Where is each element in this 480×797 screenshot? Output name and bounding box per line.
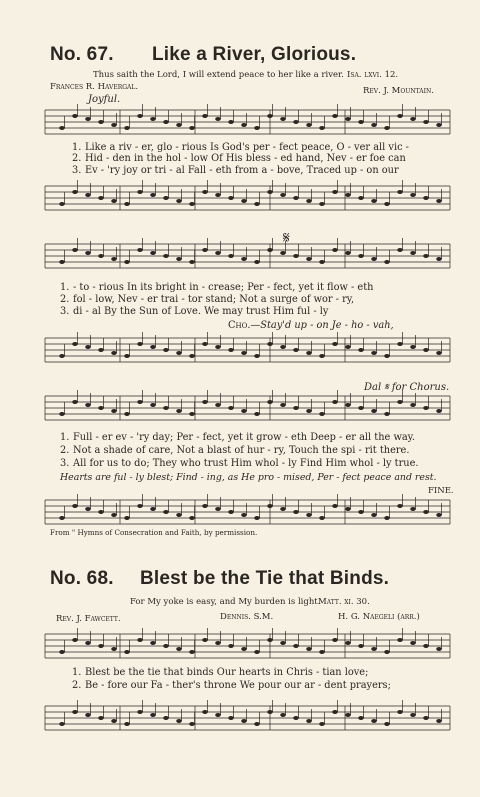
note-head — [202, 400, 208, 404]
note-head — [124, 354, 130, 358]
note-head — [267, 190, 273, 194]
note-head — [384, 126, 390, 130]
note-head — [98, 196, 104, 200]
note-head — [124, 412, 130, 416]
note-head — [98, 254, 104, 258]
note-head — [72, 248, 78, 252]
note-head — [280, 251, 286, 255]
verse-line: 1. - to - rious In its bright in - crease; Per - fect, yet it flow - eth — [60, 282, 374, 293]
note-head — [228, 120, 234, 124]
note-head — [241, 513, 247, 517]
note-head — [215, 251, 221, 255]
note-head — [150, 403, 156, 407]
note-head — [189, 202, 195, 206]
note-head — [397, 114, 403, 118]
note-head — [72, 190, 78, 194]
note-head — [98, 510, 104, 514]
note-head — [72, 710, 78, 714]
note-head — [215, 117, 221, 121]
note-head — [319, 260, 325, 264]
bass-staff-4 — [0, 700, 480, 740]
note-head — [280, 713, 286, 717]
note-head — [124, 202, 130, 206]
note-head — [319, 354, 325, 358]
note-head — [306, 719, 312, 723]
note-head — [137, 504, 143, 508]
segno-sign: 𝄋 — [283, 228, 290, 247]
note-head — [72, 638, 78, 642]
note-head — [306, 351, 312, 355]
note-head — [189, 126, 195, 130]
scripture-reference: Matt. xi. 30. — [318, 597, 370, 607]
note-head — [423, 644, 429, 648]
bass-staff-1 — [0, 180, 480, 220]
note-head — [163, 348, 169, 352]
note-head — [150, 641, 156, 645]
note-head — [280, 641, 286, 645]
note-head — [202, 190, 208, 194]
note-head — [384, 650, 390, 654]
note-head — [436, 409, 442, 413]
note-head — [150, 193, 156, 197]
hymn-number: No. 67. — [50, 44, 114, 65]
note-head — [293, 644, 299, 648]
treble-staff-1 — [0, 104, 480, 144]
note-head — [111, 351, 117, 355]
note-head — [410, 641, 416, 645]
note-head — [293, 254, 299, 258]
note-head — [163, 196, 169, 200]
note-head — [332, 504, 338, 508]
chorus-line: Hearts are ful - ly blest; Find - ing, as He pro - mised, Per - fect peace and rest. — [60, 472, 437, 483]
note-head — [345, 713, 351, 717]
note-head — [410, 193, 416, 197]
note-head — [332, 400, 338, 404]
note-head — [85, 713, 91, 717]
note-head — [241, 351, 247, 355]
note-head — [163, 254, 169, 258]
note-head — [176, 409, 182, 413]
note-head — [306, 409, 312, 413]
note-head — [202, 710, 208, 714]
note-head — [124, 722, 130, 726]
note-head — [345, 641, 351, 645]
note-head — [267, 342, 273, 346]
note-head — [293, 716, 299, 720]
chorus-line: Cho.—Stay'd up - on Je - ho - vah, — [228, 320, 394, 331]
note-head — [358, 196, 364, 200]
note-head — [59, 126, 65, 130]
note-head — [176, 257, 182, 261]
fine-marking: FINE. — [428, 486, 454, 496]
note-head — [137, 190, 143, 194]
note-head — [267, 504, 273, 508]
verse-line: 1. Blest be the tie that binds Our hearts in Chris - tian love; — [72, 667, 369, 678]
note-head — [137, 342, 143, 346]
note-head — [98, 348, 104, 352]
note-head — [228, 254, 234, 258]
verse-line: 1. Full - er ev - 'ry day; Per - fect, yet it grow - eth Deep - er all the way. — [60, 432, 416, 443]
note-head — [202, 504, 208, 508]
note-head — [293, 120, 299, 124]
note-head — [85, 345, 91, 349]
note-head — [358, 254, 364, 258]
verse-line: 2. Not a shade of care, Not a blast of hur - ry, Touch the spi - rit there. — [60, 445, 410, 456]
note-head — [254, 412, 260, 416]
note-head — [358, 120, 364, 124]
note-head — [267, 638, 273, 642]
note-head — [371, 257, 377, 261]
note-head — [358, 406, 364, 410]
note-head — [137, 114, 143, 118]
note-head — [280, 345, 286, 349]
note-head — [215, 345, 221, 349]
note-head — [124, 516, 130, 520]
note-head — [254, 126, 260, 130]
note-head — [423, 406, 429, 410]
scripture-verse: Thus saith the Lord, I will extend peace to her like a river. — [93, 70, 344, 80]
note-head — [397, 248, 403, 252]
note-head — [436, 647, 442, 651]
note-head — [345, 117, 351, 121]
note-head — [85, 117, 91, 121]
note-head — [267, 710, 273, 714]
note-head — [111, 199, 117, 203]
note-head — [202, 638, 208, 642]
note-head — [189, 650, 195, 654]
note-head — [228, 510, 234, 514]
source-credit: From " Hymns of Consecration and Faith, by permission. — [50, 528, 258, 537]
note-head — [280, 193, 286, 197]
note-head — [358, 510, 364, 514]
note-head — [241, 199, 247, 203]
note-head — [436, 513, 442, 517]
treble-staff-3 — [0, 390, 480, 430]
note-head — [319, 516, 325, 520]
note-head — [410, 507, 416, 511]
note-head — [189, 354, 195, 358]
scripture-reference: Isa. lxvi. 12. — [347, 70, 399, 80]
note-head — [176, 719, 182, 723]
note-head — [397, 504, 403, 508]
note-head — [397, 400, 403, 404]
note-head — [423, 254, 429, 258]
treble-staff-4 — [0, 628, 480, 668]
note-head — [345, 507, 351, 511]
note-head — [306, 199, 312, 203]
tempo-marking: Joyful. — [88, 94, 121, 105]
note-head — [189, 516, 195, 520]
note-head — [436, 351, 442, 355]
note-head — [306, 257, 312, 261]
note-head — [111, 719, 117, 723]
note-head — [436, 123, 442, 127]
note-head — [98, 120, 104, 124]
note-head — [241, 257, 247, 261]
verse-line: 2. fol - low, Nev - er trai - tor stand; Not a surge of wor - ry, — [60, 294, 355, 305]
note-head — [150, 713, 156, 717]
note-head — [254, 516, 260, 520]
note-head — [85, 507, 91, 511]
note-head — [371, 199, 377, 203]
note-head — [397, 638, 403, 642]
note-head — [384, 412, 390, 416]
note-head — [202, 248, 208, 252]
note-head — [423, 120, 429, 124]
note-head — [215, 641, 221, 645]
note-head — [319, 722, 325, 726]
note-head — [254, 202, 260, 206]
note-head — [293, 510, 299, 514]
note-head — [384, 354, 390, 358]
note-head — [254, 260, 260, 264]
note-head — [280, 507, 286, 511]
note-head — [254, 650, 260, 654]
note-head — [111, 513, 117, 517]
note-head — [397, 710, 403, 714]
note-head — [267, 248, 273, 252]
note-head — [332, 710, 338, 714]
note-head — [436, 257, 442, 261]
note-head — [85, 251, 91, 255]
note-head — [59, 722, 65, 726]
note-head — [228, 716, 234, 720]
note-head — [293, 406, 299, 410]
note-head — [241, 719, 247, 723]
note-head — [202, 114, 208, 118]
note-head — [241, 123, 247, 127]
note-head — [319, 202, 325, 206]
scripture-verse: For My yoke is easy, and My burden is light. — [130, 597, 321, 607]
note-head — [85, 641, 91, 645]
note-head — [150, 345, 156, 349]
note-head — [423, 510, 429, 514]
note-head — [267, 114, 273, 118]
note-head — [254, 354, 260, 358]
dal-segno-instruction: Dal 𝄋 for Chorus. — [364, 382, 450, 393]
note-head — [176, 199, 182, 203]
note-head — [176, 647, 182, 651]
note-head — [72, 342, 78, 346]
note-head — [228, 196, 234, 200]
note-head — [319, 126, 325, 130]
note-head — [371, 409, 377, 413]
note-head — [111, 123, 117, 127]
note-head — [137, 248, 143, 252]
note-head — [98, 644, 104, 648]
note-head — [59, 202, 65, 206]
note-head — [423, 348, 429, 352]
note-head — [163, 406, 169, 410]
note-head — [384, 516, 390, 520]
note-head — [410, 345, 416, 349]
note-head — [137, 400, 143, 404]
note-head — [241, 647, 247, 651]
note-head — [293, 348, 299, 352]
note-head — [436, 719, 442, 723]
note-head — [306, 647, 312, 651]
note-head — [85, 193, 91, 197]
note-head — [124, 650, 130, 654]
note-head — [59, 354, 65, 358]
note-head — [306, 513, 312, 517]
note-head — [319, 412, 325, 416]
note-head — [254, 722, 260, 726]
note-head — [332, 638, 338, 642]
note-head — [72, 400, 78, 404]
note-head — [306, 123, 312, 127]
note-head — [72, 504, 78, 508]
note-head — [137, 638, 143, 642]
note-head — [124, 126, 130, 130]
note-head — [215, 713, 221, 717]
author-credit: Rev. J. Fawcett. — [56, 614, 121, 624]
note-head — [228, 348, 234, 352]
note-head — [85, 403, 91, 407]
composer-credit: Rev. J. Mountain. — [363, 86, 434, 96]
composer-credit: H. G. Naegeli (arr.) — [338, 612, 420, 622]
hymn-number: No. 68. — [50, 568, 114, 589]
note-head — [241, 409, 247, 413]
note-head — [332, 248, 338, 252]
verse-line: 2. Be - fore our Fa - ther's throne We pour our ar - dent prayers; — [72, 680, 391, 691]
note-head — [345, 251, 351, 255]
note-head — [176, 351, 182, 355]
note-head — [163, 644, 169, 648]
note-head — [163, 120, 169, 124]
note-head — [358, 348, 364, 352]
note-head — [228, 644, 234, 648]
note-head — [410, 713, 416, 717]
note-head — [384, 722, 390, 726]
note-head — [111, 647, 117, 651]
note-head — [410, 117, 416, 121]
hymn-title: Blest be the Tie that Binds. — [140, 568, 390, 589]
note-head — [189, 412, 195, 416]
note-head — [215, 507, 221, 511]
note-head — [124, 260, 130, 264]
verse-line: 3. di - al By the Sun of Love. We may trust Him ful - ly — [60, 306, 329, 317]
note-head — [397, 190, 403, 194]
note-head — [358, 644, 364, 648]
note-head — [176, 513, 182, 517]
note-head — [150, 117, 156, 121]
note-head — [59, 650, 65, 654]
hymn-title: Like a River, Glorious. — [152, 44, 357, 65]
note-head — [345, 345, 351, 349]
note-head — [189, 260, 195, 264]
note-head — [72, 114, 78, 118]
note-head — [98, 406, 104, 410]
verse-line: 3. All for us to do; They who trust Him whol - ly Find Him whol - ly true. — [60, 458, 419, 469]
note-head — [189, 722, 195, 726]
note-head — [163, 510, 169, 514]
note-head — [423, 716, 429, 720]
note-head — [371, 719, 377, 723]
note-head — [59, 412, 65, 416]
note-head — [371, 123, 377, 127]
note-head — [137, 710, 143, 714]
note-head — [397, 342, 403, 346]
note-head — [202, 342, 208, 346]
note-head — [280, 117, 286, 121]
note-head — [371, 513, 377, 517]
note-head — [111, 409, 117, 413]
bass-staff-2 — [0, 332, 480, 372]
note-head — [319, 650, 325, 654]
note-head — [384, 260, 390, 264]
verse-line: 1. Like a riv - er, glo - rious Is God's per - fect peace, O - ver all vic - — [72, 142, 409, 153]
note-head — [423, 196, 429, 200]
note-head — [436, 199, 442, 203]
note-head — [345, 403, 351, 407]
note-head — [98, 716, 104, 720]
note-head — [228, 406, 234, 410]
verse-line: 2. Hid - den in the hol - low Of His bless - ed hand, Nev - er foe can — [72, 153, 406, 164]
note-head — [150, 251, 156, 255]
note-head — [215, 193, 221, 197]
note-head — [410, 251, 416, 255]
note-head — [332, 190, 338, 194]
treble-staff-2 — [0, 238, 480, 278]
note-head — [59, 260, 65, 264]
note-head — [150, 507, 156, 511]
verse-line: 3. Ev - 'ry joy or tri - al Fall - eth from a - bove, Traced up - on our — [72, 165, 399, 176]
note-head — [293, 196, 299, 200]
note-head — [371, 647, 377, 651]
note-head — [371, 351, 377, 355]
note-head — [332, 342, 338, 346]
tune-name: Dennis. S.M. — [220, 612, 274, 622]
author-credit: Frances R. Havergal. — [50, 82, 139, 92]
note-head — [410, 403, 416, 407]
note-head — [176, 123, 182, 127]
note-head — [358, 716, 364, 720]
note-head — [163, 716, 169, 720]
note-head — [215, 403, 221, 407]
note-head — [267, 400, 273, 404]
note-head — [332, 114, 338, 118]
note-head — [280, 403, 286, 407]
note-head — [59, 516, 65, 520]
note-head — [384, 202, 390, 206]
note-head — [345, 193, 351, 197]
note-head — [111, 257, 117, 261]
